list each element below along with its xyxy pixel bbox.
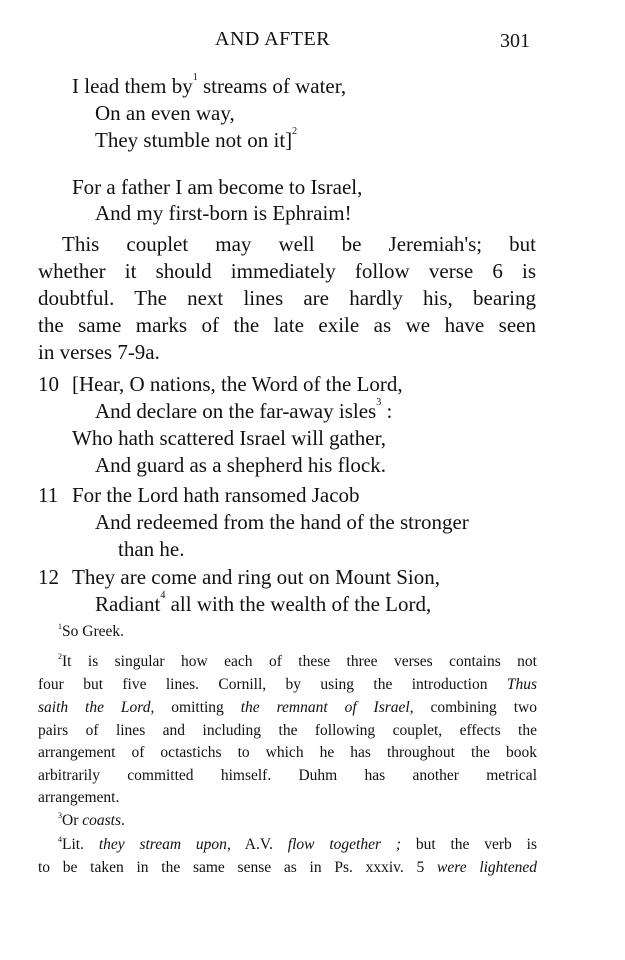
footnote-mark: 3 [58, 811, 62, 820]
page-number: 301 [500, 30, 530, 52]
footnote-text: four but five lines. Cornill, by using the introduction [38, 676, 507, 693]
verse-line: On an even way, [95, 101, 235, 125]
verse-line [38, 372, 538, 397]
footnote-text: So Greek. [62, 623, 124, 640]
verse-line [95, 592, 431, 617]
footnote-text: to be taken in the same sense as in Ps. xxxiv. 5 [38, 859, 438, 876]
footnote-3 [58, 812, 125, 830]
paragraph-line: whether it should immediately follow verse 6 is [38, 259, 536, 283]
footnote-ref: 4 [160, 590, 166, 601]
footnote-text: Or [62, 812, 83, 829]
paragraph-line: in verses 7-9a. [38, 340, 160, 364]
verse-number: 10 [38, 372, 59, 396]
verse-line: And my first-born is Ephraim! [95, 201, 352, 225]
footnote-ref: 3 [376, 397, 382, 408]
verse-text: And declare on the far-away isles [95, 399, 377, 423]
footnote-2-line [38, 676, 537, 694]
footnote-mark: 2 [58, 652, 62, 661]
verse-text: streams of water, [197, 74, 347, 98]
verse-text: all with the wealth of the Lord, [165, 592, 432, 616]
verse-line [95, 399, 392, 424]
footnote-text: , omitting [150, 699, 241, 716]
footnote-2-line: pairs of lines and including the following couplet, effects the [38, 722, 537, 739]
footnote-text: Lit. [62, 836, 99, 853]
verse-text: : [381, 399, 393, 423]
footnote-2-line: arbitrarily committed himself. Duhm has another metrical [38, 767, 537, 784]
verse-text: [Hear, O nations, the Word of the Lord, [72, 372, 403, 396]
footnote-text: , combining two [409, 699, 537, 716]
footnote-italic: coasts [82, 812, 121, 829]
verse-line [38, 565, 538, 590]
footnote-italic: Thus [506, 676, 537, 693]
verse-text: For the Lord hath ransomed Jacob [72, 483, 360, 507]
verse-line: And redeemed from the hand of the stronger [95, 510, 469, 534]
footnote-ref: 1 [192, 72, 198, 83]
running-header: AND AFTER [215, 28, 331, 50]
footnote-italic: flow together ; [287, 836, 401, 853]
verse-text: They stumble not on it] [95, 128, 293, 152]
verse-line: And guard as a shepherd his flock. [95, 453, 387, 477]
footnote-italic: saith the Lord [38, 699, 151, 716]
verse-text: They are come and ring out on Mount Sion, [72, 565, 441, 589]
footnote-italic: they stream upon [98, 836, 227, 853]
verse-text: Radiant [95, 592, 161, 616]
footnote-4-line [58, 836, 537, 854]
footnote-text: It is singular how each of these three verses contains not [62, 653, 537, 670]
footnote-text: but the verb is [400, 836, 537, 853]
footnote-2-line: arrangement. [38, 789, 120, 806]
footnote-2-line [58, 653, 537, 671]
footnote-4-line [38, 859, 537, 877]
footnote-ref: 2 [292, 126, 298, 137]
footnote-2-line: arrangement of octastichs to which he has throughout the book [38, 744, 537, 761]
footnote-text: . [120, 812, 125, 829]
verse-line [72, 74, 346, 99]
footnote-2-line [38, 699, 537, 717]
paragraph-line: doubtful. The next lines are hardly his, bearing [38, 286, 536, 310]
paragraph-line: the same marks of the late exile as we have seen [38, 313, 536, 337]
verse-line: For a father I am become to Israel, [72, 175, 363, 199]
footnote-italic: the remnant of Israel [240, 699, 410, 716]
verse-text: I lead them by [72, 74, 193, 98]
verse-line [95, 128, 297, 153]
verse-line: Who hath scattered Israel will gather, [72, 426, 387, 450]
footnote-text: , A.V. [226, 836, 288, 853]
footnote-mark: 1 [58, 622, 62, 631]
footnote-1 [58, 623, 124, 641]
footnote-italic: were lightened [437, 859, 537, 876]
verse-line [38, 483, 538, 508]
footnote-mark: 4 [58, 835, 62, 844]
verse-number: 12 [38, 565, 59, 589]
paragraph-line: This couplet may well be Jeremiah's; but [62, 232, 536, 256]
verse-number: 11 [38, 483, 59, 507]
verse-line: than he. [118, 537, 185, 561]
